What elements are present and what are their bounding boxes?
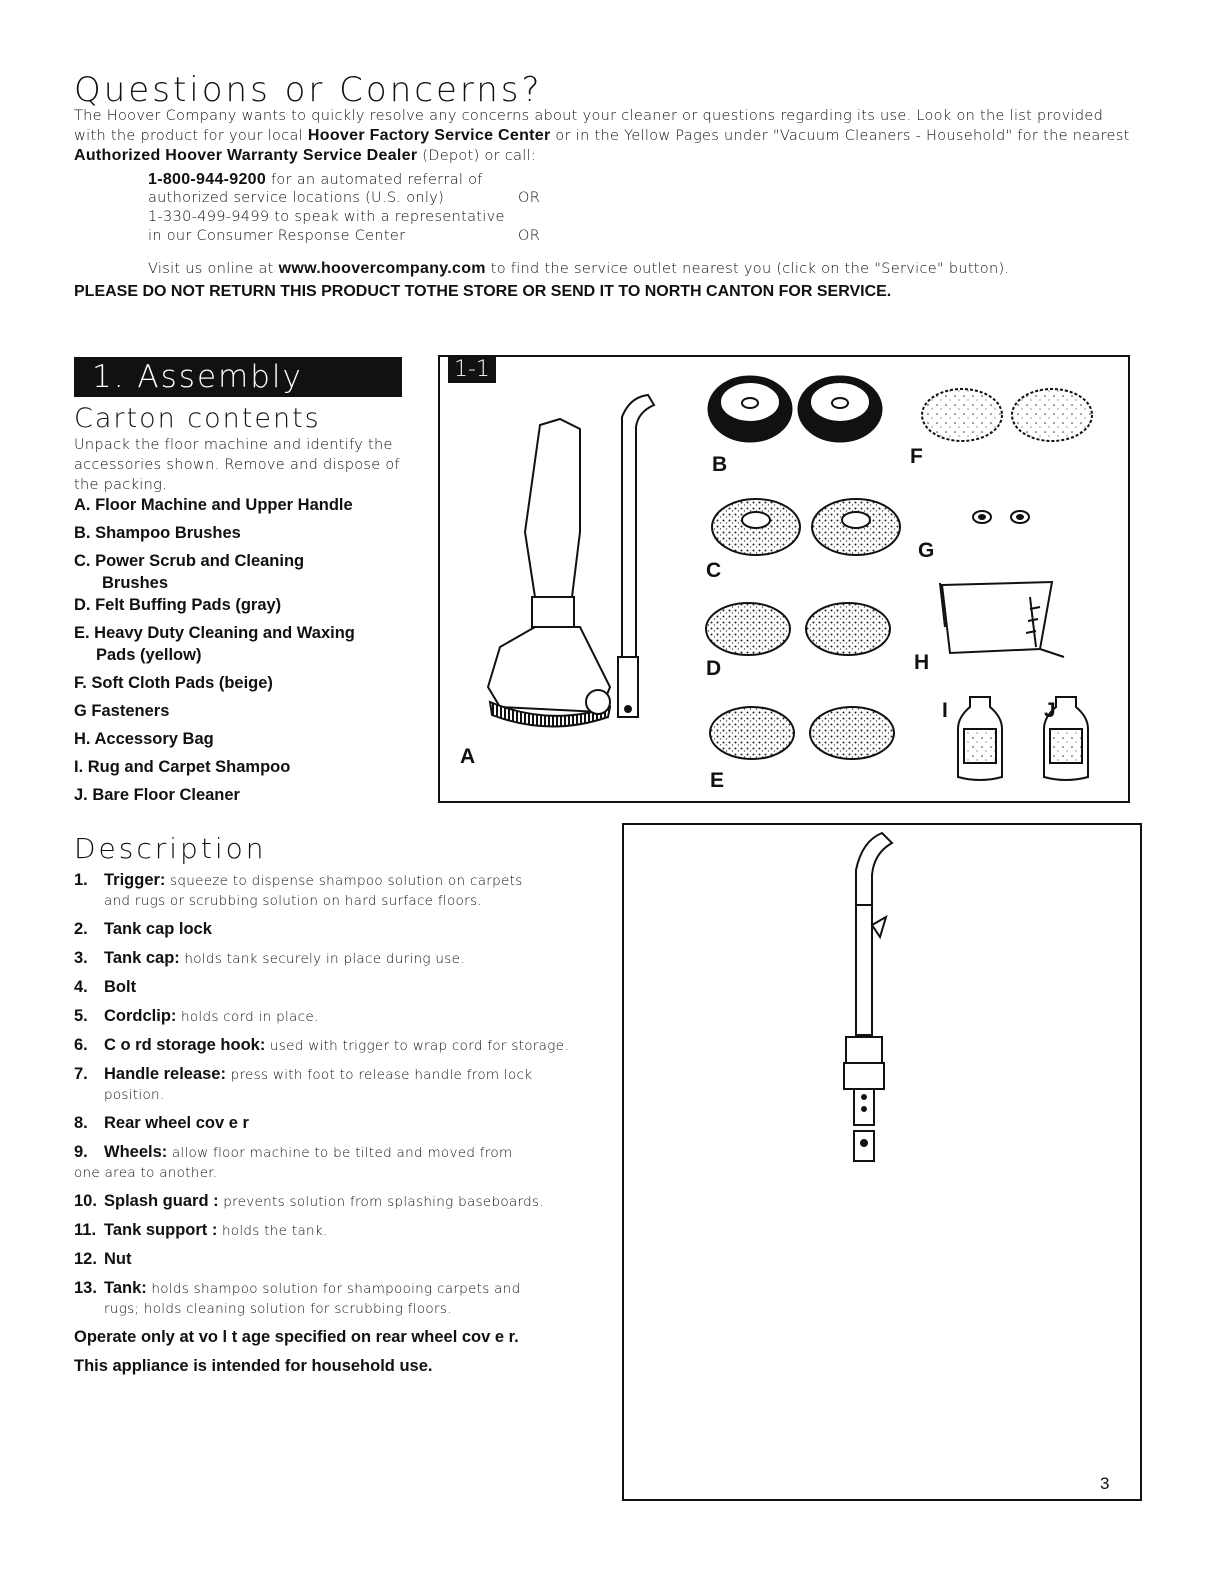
figure-tag: 1-1: [448, 357, 496, 383]
list-item-continuation: Brushes: [102, 574, 169, 592]
or-separator: OR: [518, 190, 541, 206]
list-item: H. Accessory Bag: [74, 730, 214, 748]
tank-cap-icon: [844, 1063, 884, 1089]
accessory-bag-icon: [940, 582, 1064, 657]
label-i: I: [942, 699, 948, 722]
carton-contents-heading: Carton contents: [74, 403, 321, 434]
section-banner-assembly: 1. Assembly: [74, 357, 402, 397]
label-f: F: [910, 445, 923, 468]
list-item: 3. Tank cap: holds tank securely in place during use.: [74, 949, 465, 967]
list-item: 6. C o rd storage hook: used with trigger to wrap cord for storage.: [74, 1036, 569, 1054]
description-heading: Description: [74, 832, 267, 865]
page-number: 3: [1100, 1474, 1110, 1493]
list-item: J. Bare Floor Cleaner: [74, 786, 240, 804]
tank-cap-lock-icon: [846, 1037, 882, 1063]
list-item: 1. Trigger: squeeze to dispense shampoo solution on carpets and rugs or scrubbing solution on hard surface floors.: [74, 871, 523, 909]
list-item: F. Soft Cloth Pads (beige): [74, 674, 273, 692]
scrub-brush-icon: [712, 499, 900, 555]
list-item: 12. Nut: [74, 1250, 132, 1268]
label-g: G: [918, 539, 935, 562]
website-link[interactable]: www.hoovercompany.com: [278, 260, 486, 277]
label-h: H: [914, 651, 930, 674]
list-item: 9. Wheels: allow floor machine to be tilted and moved from one area to another.: [74, 1143, 513, 1181]
voltage-note: Operate only at vo l t age specified on rear wheel cov e r.: [74, 1328, 519, 1346]
carton-items-list: [74, 496, 434, 814]
list-item: A. Floor Machine and Upper Handle: [74, 496, 353, 514]
list-item: 11. Tank support : holds the tank.: [74, 1221, 328, 1239]
handle-grip-icon: [856, 833, 892, 905]
list-item: 13. Tank: holds shampoo solution for shampooing carpets and rugs; holds cleaning solution for scrubbing floors.: [74, 1279, 521, 1317]
service-warning: PLEASE DO NOT RETURN THIS PRODUCT TOTHE STORE OR SEND IT TO NORTH CANTON FOR SERVICE.: [74, 283, 892, 300]
list-item: 7. Handle release: press with foot to release handle from lock position.: [74, 1065, 533, 1103]
fastener-icon: [973, 511, 1029, 523]
accessories-illustration: [440, 357, 1128, 801]
page-heading: Questions or Concerns?: [74, 70, 543, 110]
shampoo-brush-icon: [708, 376, 882, 442]
list-item: 2. Tank cap lock: [74, 920, 212, 938]
service-center-name: Hoover Factory Service Center: [307, 127, 551, 144]
warranty-dealer-name: Authorized Hoover Warranty Service Dealer: [74, 147, 418, 164]
figure-1-1: [438, 355, 1130, 803]
representative-phone: 1-330-499-9499 to speak with a representative: [148, 209, 505, 225]
list-item: 8. Rear wheel cov e r: [74, 1114, 249, 1132]
waxing-pad-icon: [710, 707, 894, 759]
upper-handle-icon: [856, 905, 872, 1035]
referral-phone: 1-800-944-9200: [148, 171, 267, 188]
list-item: I. Rug and Carpet Shampoo: [74, 758, 291, 776]
cloth-pad-icon: [922, 389, 1092, 441]
label-a: A: [460, 745, 476, 768]
floor-machine-parts-illustration: [624, 825, 1140, 1499]
list-item: D. Felt Buffing Pads (gray): [74, 596, 282, 614]
contact-list: 1-800-944-9200 for an automated referral of authorized service locations (U.S. only) OR 1-330-499-9499 to speak with a representative in our Consumer Response Center OR: [148, 171, 541, 244]
shampoo-bottle-icon: [958, 697, 1002, 780]
online-line: Visit us online at www.hoovercompany.com to find the service outlet nearest you (click on the "Service" button).: [148, 260, 1010, 277]
list-item: B. Shampoo Brushes: [74, 524, 241, 542]
intro-paragraph: The Hoover Company wants to quickly resolve any concerns about your cleaner or questions regarding its use. Look on the list provided with the product for your local Hoover Factory Service Center or in the Yellow Pages under "Vacuum Cleaners - Household" for the nearest Authorized Hoover Warranty Service Dealer (Depot) or call:: [74, 108, 1130, 164]
household-use-note: This appliance is intended for household use.: [74, 1357, 433, 1375]
description-list: [74, 870, 604, 1327]
label-d: D: [706, 657, 722, 680]
list-item: 10. Splash guard : prevents solution from splashing baseboards.: [74, 1192, 544, 1210]
figure-1-2: [622, 823, 1142, 1501]
list-item: E. Heavy Duty Cleaning and Waxing: [74, 624, 355, 642]
buffing-pad-icon: [706, 603, 890, 655]
list-item-continuation: Pads (yellow): [96, 646, 202, 664]
trigger-icon: [872, 917, 886, 937]
carton-intro: Unpack the floor machine and identify the accessories shown. Remove and dispose of the packing.: [74, 437, 400, 493]
floor-machine-icon: [488, 395, 654, 727]
or-separator: OR: [518, 228, 541, 244]
list-item: C. Power Scrub and Cleaning: [74, 552, 305, 570]
label-j: J: [1044, 699, 1056, 722]
handle-shaft-icon: [856, 1161, 872, 1499]
label-e: E: [710, 769, 725, 792]
list-item: G Fasteners: [74, 702, 170, 720]
label-b: B: [712, 453, 728, 476]
list-item: 5. Cordclip: holds cord in place.: [74, 1007, 319, 1025]
list-item: 4. Bolt: [74, 978, 137, 996]
label-c: C: [706, 559, 722, 582]
